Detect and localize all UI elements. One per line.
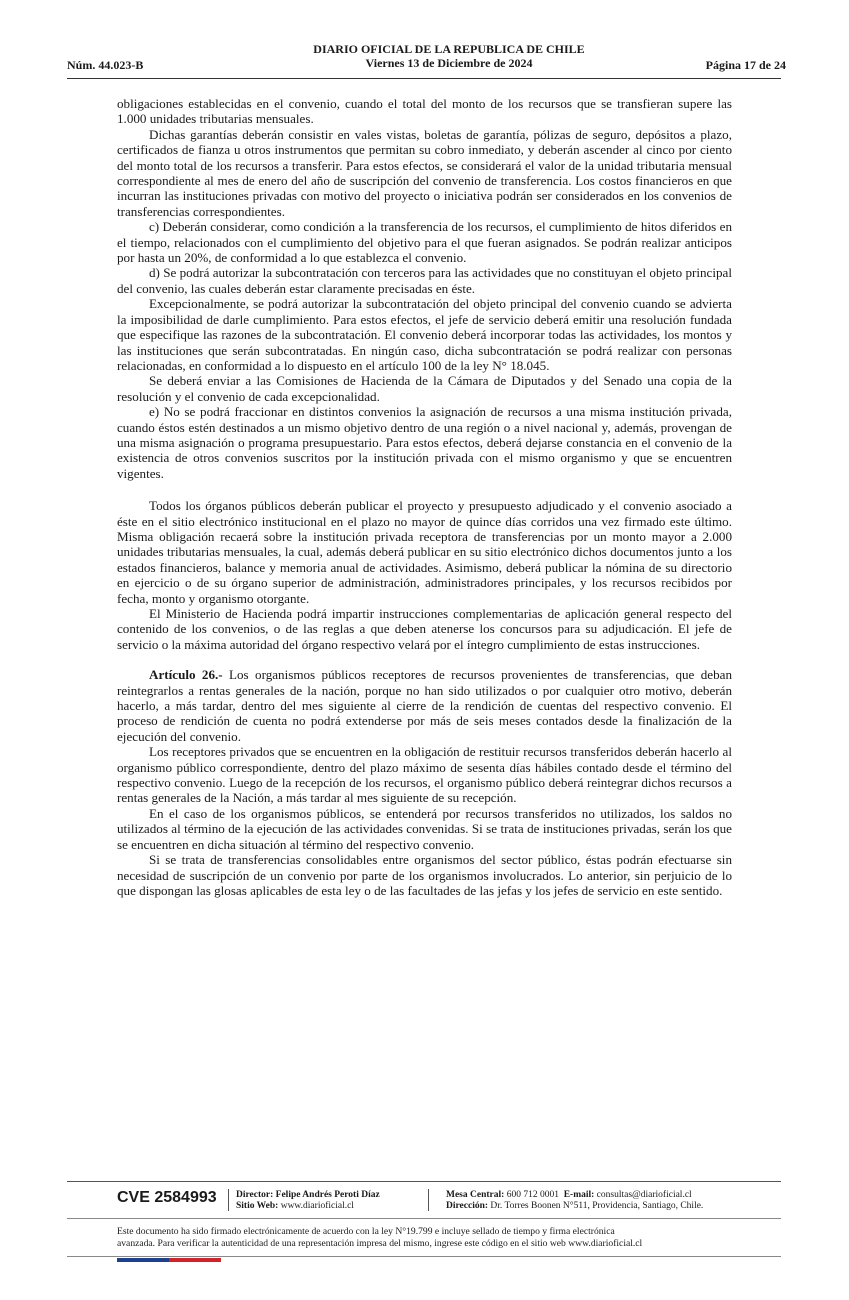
paragraph: Se deberá enviar a las Comisiones de Hacienda de la Cámara de Diputados y del Senado una copia de la resolución y el convenio de cada excepcionalidad. xyxy=(117,373,732,404)
paragraph: Dichas garantías deberán consistir en vales vistas, boletas de garantía, pólizas de seguro, depósitos a plazo, certificados de fianza u otros instrumentos que permitan su cobro inmediato, y deberán ascender al cinco por ciento del monto total de los recursos a transferir. Para estos efectos, se considerará el valor de la unidad tributaria mensual correspondiente al mes de enero del año de suscripción del convenio de transferencia. Los costos financieros en que incurran las instituciones privadas con motivo del proyecto o iniciativa podrán ser considerados en los convenios de transferencias correspondientes. xyxy=(117,126,732,219)
address-value: Dr. Torres Boonen N°511, Providencia, Santiago, Chile. xyxy=(490,1201,704,1211)
legal-line: avanzada. Para verificar la autenticidad de una representación impresa del mismo, ingrese este código en el sitio web www.diarioficial.cl xyxy=(117,1237,643,1249)
footer-divider xyxy=(67,1218,781,1219)
web-link[interactable]: www.diarioficial.cl xyxy=(280,1201,354,1211)
paragraph: obligaciones establecidas en el convenio, cuando el total del monto de los recursos que se transfieran supere las 1.000 unidades tributarias mensuales. xyxy=(117,96,732,127)
footer-divider xyxy=(67,1256,781,1257)
paragraph: e) No se podrá fraccionar en distintos convenios la asignación de recursos a una misma institución privada, cuando éstos estén destinados a un mismo objetivo dentro de una región o a nivel nacional y, además, provengan de una misma asignación o programa presupuestario. Para estos efectos, deberá dejarse constancia en el convenio de la existencia de otros convenios suscritos por la institución privada con el mismo organismo y que se encuentren vigentes. xyxy=(117,404,732,481)
footer-separator xyxy=(428,1189,429,1211)
masthead-title: DIARIO OFICIAL DE LA REPUBLICA DE CHILE xyxy=(313,42,585,56)
article-26-paragraph xyxy=(117,667,732,744)
article-label: Artículo 26.- xyxy=(149,667,223,683)
paragraph: Los receptores privados que se encuentren en la obligación de restituir recursos transferidos deberán hacerlo al organismo público correspondiente, dentro del plazo máximo de sesenta días hábiles contado desde el término del respectivo convenio. Luego de la recepción de los recursos, el organismo público deberá reintegrar dichos recursos a rentas generales de la Nación, a más tardar al mes siguiente de su recepción. xyxy=(117,744,732,806)
masthead xyxy=(117,42,781,70)
legal-line: Este documento ha sido firmado electrónicamente de acuerdo con la ley N°19.799 e incluye sellado de tiempo y firma electrónica xyxy=(117,1226,615,1237)
paragraph: En el caso de los organismos públicos, se entenderá por recursos transferidos no utilizados, los saldos no utilizados al término de la ejecución de las actividades convenidas. Si se trata de instituciones privadas, serán los que se encuentren en dicha situación al término del respectivo convenio. xyxy=(117,805,732,852)
issue-number: Núm. 44.023-B xyxy=(67,58,144,72)
director-label: Director: xyxy=(236,1190,274,1200)
flag-bar-red xyxy=(169,1258,221,1262)
address-label: Dirección: xyxy=(446,1201,489,1211)
paragraph: Excepcionalmente, se podrá autorizar la subcontratación del objeto principal del convenio cuando se advierta la imposibilidad de darle cumplimiento. Para estos efectos, el jefe de servicio deberá emitir una resolución fundada que especifique las razones de la subcontratación. El convenio deberá incorporar todas las actividades, los montos y las instituciones que serán subcontratadas. En ningún caso, dicha subcontratación se podrá realizar con personas relacionadas, en conformidad a lo dispuesto en el artículo 100 de la ley N° 18.045. xyxy=(117,296,732,373)
masthead-date: Viernes 13 de Diciembre de 2024 xyxy=(365,56,533,70)
footer-divider xyxy=(67,1181,781,1182)
legal-notice xyxy=(117,1226,737,1249)
header-divider xyxy=(67,78,781,79)
flag-bar-blue xyxy=(117,1258,169,1262)
paragraph: c) Deberán considerar, como condición a la transferencia de los recursos, el cumplimiento de hitos diferidos en el tiempo, relacionados con el cumplimiento del objetivo para el que fueran asignados. Se podrán realizar anticipos por hasta un 20%, de conformidad a lo que establezca el convenio. xyxy=(117,219,732,266)
email-link[interactable]: consultas@diarioficial.cl xyxy=(596,1190,692,1200)
page-number: Página 17 de 24 xyxy=(705,58,786,72)
director-info xyxy=(236,1190,380,1212)
email-label: E-mail: xyxy=(563,1190,595,1200)
page-header xyxy=(67,42,786,76)
paragraph: El Ministerio de Hacienda podrá impartir instrucciones complementarias de aplicación general respecto del contenido de los convenios, o de las reglas a que deben atenerse los concursos para su adjudicación. El jefe de servicio o la máxima autoridad del órgano respectivo velará por el íntegro cumplimiento de estas instrucciones. xyxy=(117,606,732,652)
paragraph: Si se trata de transferencias consolidables entre organismos del sector público, éstas podrán efectuarse sin necesidad de suscripción de un convenio por parte de los organismos involucrados. Lo anterior, sin perjuicio de lo que dispongan las glosas aplicables de esta ley o de las facultades de las jefas y los jefes de servicio en este sentido. xyxy=(117,852,732,898)
document-body xyxy=(117,96,732,898)
director-name: Felipe Andrés Peroti Díaz xyxy=(275,1190,380,1200)
cve-code: CVE 2584993 xyxy=(117,1189,217,1206)
web-label: Sitio Web: xyxy=(236,1201,279,1211)
contact-info xyxy=(446,1190,703,1212)
paragraph: d) Se podrá autorizar la subcontratación con terceros para las actividades que no constituyan el objeto principal del convenio, las cuales deberán estar claramente precisadas en éste. xyxy=(117,265,732,296)
central-label: Mesa Central: xyxy=(446,1190,505,1200)
central-phone: 600 712 0001 xyxy=(506,1190,559,1200)
footer-separator xyxy=(228,1189,229,1211)
article-text: Los organismos públicos receptores de recursos provenientes de transferencias, que deban reintegrarlos a rentas generales de la nación, porque no han sido utilizados o por cualquier otro motivo, deberán hacerlo, a más tardar, dentro del mes siguiente al cierre de la rendición de cuentas del respectivo convenio. El proceso de rendición de cuenta no podrá extenderse por más de seis meses contados desde la finalización de la ejecución del convenio. xyxy=(117,667,732,744)
paragraph: Todos los órganos públicos deberán publicar el proyecto y presupuesto adjudicado y el convenio asociado a éste en el sitio electrónico institucional en el plazo no mayor de quince días corridos una vez firmado este último. Misma obligación recaerá sobre la institución privada receptora de transferencias por un monto mayor a 2.000 unidades tributarias mensuales, la cual, además deberá publicar en su sitio electrónico dichos documentos junto a los estados financieros, balance y memoria anual de actividades. Asimismo, deberá publicar la nómina de su directorio en ejercicio o de su órgano superior de administración, administradores principales, y los recursos recibidos por fecha, monto y organismo otorgante. xyxy=(117,498,732,606)
